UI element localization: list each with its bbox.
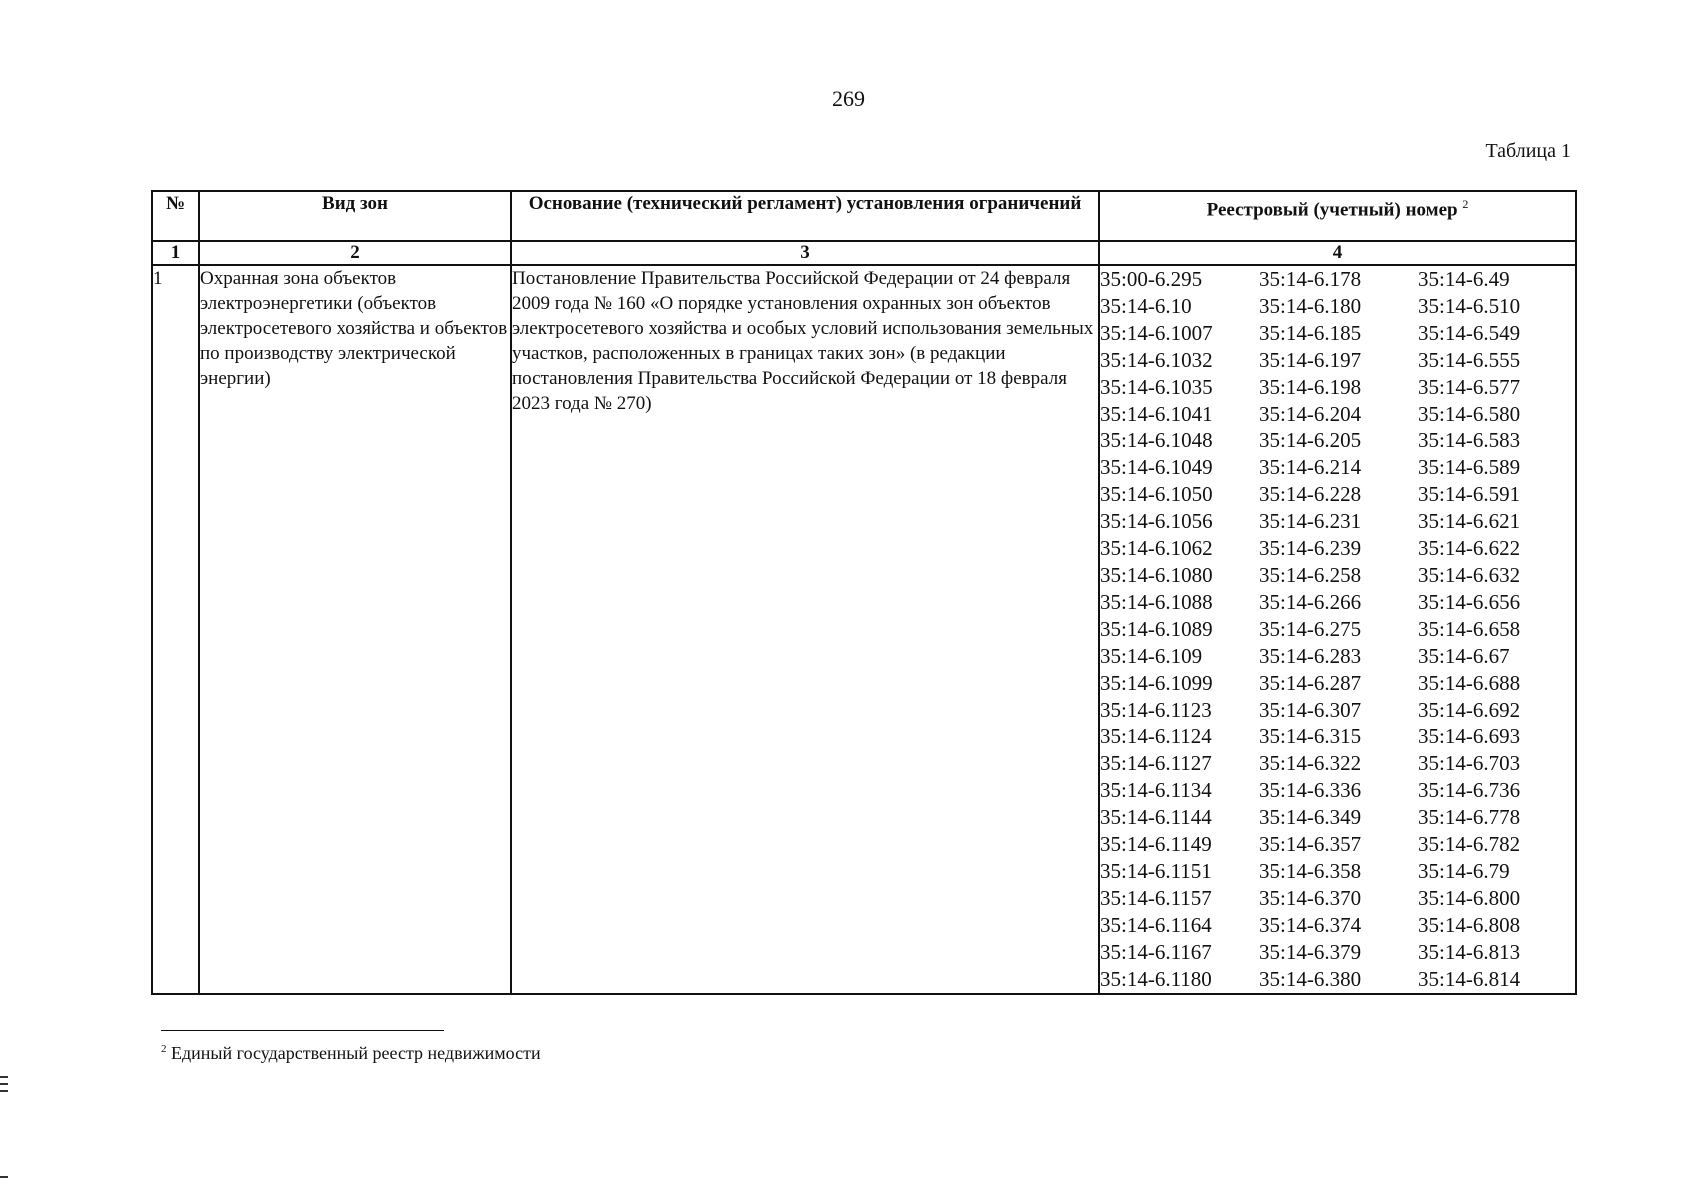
registry-number: 35:14-6.358 [1259, 858, 1362, 883]
registry-number: 35:14-6.1124 [1100, 724, 1212, 749]
table-row [152, 265, 1576, 994]
registry-number: 35:14-6.1134 [1100, 778, 1212, 803]
registry-numbers-cell [1099, 265, 1576, 994]
footnote-divider [161, 1030, 444, 1031]
registry-number: 35:14-6.1048 [1100, 428, 1213, 453]
registry-number: 35:14-6.800 [1418, 885, 1521, 910]
registry-number: 35:14-6.591 [1418, 482, 1521, 507]
margin-mark [0, 1076, 8, 1078]
registry-number: 35:14-6.1089 [1100, 616, 1213, 641]
registry-number: 35:14-6.322 [1259, 751, 1362, 776]
footnote [161, 1043, 541, 1064]
header-zone-type: Вид зон [199, 191, 511, 241]
registry-number: 35:14-6.228 [1259, 482, 1362, 507]
registry-number: 35:14-6.178 [1259, 267, 1362, 291]
registry-number: 35:14-6.688 [1418, 670, 1521, 695]
basis-cell: Постановление Правительства Российской Федерации от 24 февраля 2009 года № 160 «О порядке установления охранных зон объектов электросетевого хозяйства и особых условий использования земельных участков, расположенных в границах таких зон» (в редакции постановления Правительства Российской Федерации от 18 февраля 2023 года № 270) [511, 265, 1099, 994]
registry-number: 35:14-6.782 [1418, 832, 1521, 857]
registry-number: 35:14-6.632 [1418, 562, 1521, 587]
registry-number: 35:14-6.315 [1259, 724, 1362, 749]
registry-number: 35:14-6.79 [1418, 858, 1510, 883]
footnote-text: Единый государственный реестр недвижимости [171, 1043, 541, 1063]
registry-number: 35:14-6.357 [1259, 832, 1362, 857]
table-caption: Таблица 1 [1485, 140, 1571, 162]
registry-number: 35:14-6.1050 [1100, 482, 1213, 507]
registry-number: 35:14-6.703 [1418, 751, 1521, 776]
table-header-row [152, 191, 1576, 241]
registry-number: 35:14-6.1049 [1100, 455, 1213, 480]
registry-number: 35:14-6.1032 [1100, 347, 1213, 372]
registry-number: 35:14-6.258 [1259, 562, 1362, 587]
registry-number: 35:14-6.336 [1259, 778, 1362, 803]
registry-number: 35:14-6.380 [1259, 966, 1362, 991]
registry-number: 35:14-6.1099 [1100, 670, 1213, 695]
registry-number: 35:14-6.1088 [1100, 589, 1213, 614]
margin-mark [0, 1090, 8, 1092]
registry-number: 35:14-6.231 [1259, 509, 1362, 534]
registry-number: 35:14-6.374 [1259, 912, 1362, 937]
registry-number: 35:14-6.580 [1418, 401, 1521, 426]
registry-number: 35:14-6.621 [1418, 509, 1521, 534]
column-number-row [152, 241, 1576, 265]
header-registry-number-label: Реестровый (учетный) номер [1206, 199, 1458, 221]
header-basis-label: Основание (технический регламент) установления ограничений [528, 193, 1082, 214]
registry-number: 35:14-6.1164 [1100, 912, 1212, 937]
registry-number: 35:14-6.1035 [1100, 374, 1213, 399]
registry-number: 35:14-6.589 [1418, 455, 1521, 480]
registry-number: 35:14-6.379 [1259, 939, 1362, 964]
registry-number: 35:14-6.1007 [1100, 320, 1213, 345]
registry-number: 35:14-6.1062 [1100, 536, 1213, 561]
registry-number: 35:14-6.109 [1100, 643, 1203, 668]
zone-type-cell: Охранная зона объектов электроэнергетики (объектов электросетевого хозяйства и объектов по производству электрической энергии) [199, 265, 511, 994]
column-number: 3 [511, 241, 1099, 265]
header-number: № [152, 191, 199, 241]
registry-number: 35:14-6.198 [1259, 374, 1362, 399]
header-basis [511, 191, 1099, 241]
registry-number: 35:14-6.577 [1418, 374, 1521, 399]
registry-number: 35:14-6.1180 [1100, 966, 1212, 991]
registry-number: 35:14-6.1167 [1100, 939, 1212, 964]
registry-number: 35:14-6.1149 [1100, 832, 1212, 857]
registry-number: 35:14-6.197 [1259, 347, 1362, 372]
registry-number: 35:14-6.67 [1418, 643, 1510, 668]
registry-number: 35:00-6.295 [1100, 267, 1203, 291]
registry-number: 35:14-6.778 [1418, 805, 1521, 830]
registry-number: 35:14-6.656 [1418, 589, 1521, 614]
registry-number: 35:14-6.180 [1259, 293, 1362, 318]
registry-number: 35:14-6.205 [1259, 428, 1362, 453]
registry-number: 35:14-6.287 [1259, 670, 1362, 695]
registry-number: 35:14-6.349 [1259, 805, 1362, 830]
page-number: 269 [832, 86, 865, 111]
registry-numbers-grid [1100, 266, 1575, 992]
row-number: 1 [152, 265, 199, 994]
registry-number: 35:14-6.307 [1259, 697, 1362, 722]
registry-number: 35:14-6.549 [1418, 320, 1521, 345]
registry-number: 35:14-6.283 [1259, 643, 1362, 668]
header-registry-number [1099, 191, 1576, 241]
registry-number: 35:14-6.814 [1418, 966, 1521, 991]
registry-number: 35:14-6.813 [1418, 939, 1521, 964]
registry-number: 35:14-6.808 [1418, 912, 1521, 937]
column-number: 2 [199, 241, 511, 265]
registry-number: 35:14-6.1041 [1100, 401, 1213, 426]
margin-mark [0, 1176, 8, 1178]
registry-number: 35:14-6.1127 [1100, 751, 1212, 776]
registry-number: 35:14-6.1123 [1100, 697, 1212, 722]
registry-number: 35:14-6.510 [1418, 293, 1521, 318]
registry-number: 35:14-6.1157 [1100, 885, 1212, 910]
registry-number: 35:14-6.10 [1100, 293, 1192, 318]
registry-number: 35:14-6.204 [1259, 401, 1362, 426]
column-number: 1 [152, 241, 199, 265]
registry-number: 35:14-6.275 [1259, 616, 1362, 641]
restrictions-table [151, 190, 1577, 995]
registry-number: 35:14-6.370 [1259, 885, 1362, 910]
registry-number: 35:14-6.214 [1259, 455, 1362, 480]
registry-number: 35:14-6.1056 [1100, 509, 1213, 534]
registry-number: 35:14-6.1144 [1100, 805, 1212, 830]
footnote-marker: 2 [161, 1043, 167, 1055]
column-number: 4 [1099, 241, 1576, 265]
registry-number: 35:14-6.1151 [1100, 858, 1212, 883]
registry-number: 35:14-6.239 [1259, 536, 1362, 561]
margin-mark [0, 1083, 8, 1085]
registry-number: 35:14-6.583 [1418, 428, 1521, 453]
registry-number: 35:14-6.622 [1418, 536, 1521, 561]
footnote-reference: 2 [1462, 197, 1469, 211]
registry-number: 35:14-6.658 [1418, 616, 1521, 641]
registry-number: 35:14-6.185 [1259, 320, 1362, 345]
registry-number: 35:14-6.736 [1418, 778, 1521, 803]
registry-number: 35:14-6.555 [1418, 347, 1521, 372]
registry-number: 35:14-6.1080 [1100, 562, 1213, 587]
registry-number: 35:14-6.692 [1418, 697, 1521, 722]
registry-number: 35:14-6.49 [1418, 267, 1510, 291]
registry-number: 35:14-6.693 [1418, 724, 1521, 749]
registry-number: 35:14-6.266 [1259, 589, 1362, 614]
